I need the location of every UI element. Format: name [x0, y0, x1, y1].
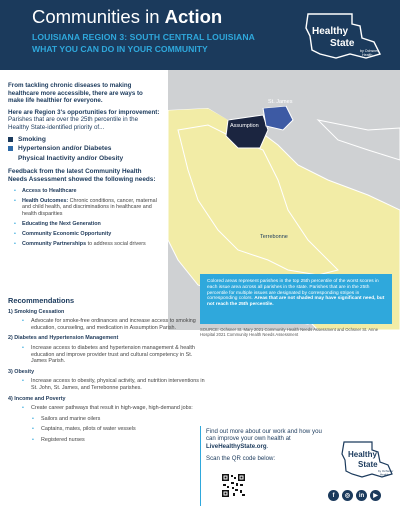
social-links — [328, 490, 381, 501]
svg-text:Healthy: Healthy — [348, 450, 377, 459]
svg-text:by Ochsner: by Ochsner — [378, 469, 394, 473]
header-banner — [0, 0, 400, 70]
list-item: • Registered nurses — [32, 437, 208, 444]
source-note: SOURCE: Ochsner St. Mary 2021 Community Health Needs Assessment and Ochsner St. Anne Hospital 2021 Community Health Needs Assessment — [200, 327, 379, 338]
contact-text: Find out more about our work and how you can improve your own health at LiveHealthyState.org. Scan the QR code below: — [206, 428, 322, 463]
recommendations-heading: Recommendations — [8, 296, 75, 305]
needs-heading: Feedback from the latest Community Health Needs Assessment showed the following needs: — [8, 168, 156, 183]
youtube-icon[interactable]: ▶ — [370, 490, 381, 501]
svg-text:State: State — [330, 38, 355, 49]
page-title: Communities in Action — [32, 6, 223, 27]
map-label-st-james: St. James — [268, 99, 293, 105]
priority-smoking: Smoking — [8, 136, 160, 144]
instagram-icon[interactable]: ◎ — [342, 490, 353, 501]
list-item: • Community Partnerships to address social drivers — [14, 241, 160, 248]
rec-obesity-heading: 3) Obesity — [8, 368, 35, 375]
hypertension-color-square — [8, 146, 13, 151]
rec-smoking-heading: 1) Smoking Cessation — [8, 308, 65, 315]
list-item: • Access to Healthcare — [14, 188, 160, 195]
healthy-state-logo — [290, 4, 400, 66]
priority-hypertension: Hypertension and/or Diabetes — [8, 145, 160, 153]
list-item: • Sailors and marine oilers — [32, 416, 208, 423]
list-item: • Increase access to obesity, physical activity, and nutrition interventions in St. John, St. James, and Terrebonne parishes. — [22, 378, 208, 391]
rec-income-heading: 4) Income and Poverty — [8, 395, 66, 402]
qr-code[interactable] — [221, 473, 246, 498]
facebook-icon[interactable]: f — [328, 490, 339, 501]
needs-list — [8, 188, 160, 248]
map-label-assumption: Assumption — [230, 123, 259, 129]
svg-text:Health: Health — [362, 53, 373, 57]
svg-text:Healthy: Healthy — [312, 26, 349, 37]
website-link[interactable]: LiveHealthyState.org — [206, 442, 267, 450]
map-legend-box: Colored areas represent parishes in the top 25th percentile of the worst scores in each issue area across all parishes in the state. Parishes that are in the 25th percentile for multiple issues are designated by corresponding stripes in corresponding colors. Areas that are not shaded may have significant need, but not reach the 25th percentile. — [200, 274, 392, 324]
recommendations — [8, 298, 208, 448]
list-item: • Community Economic Opportunity — [14, 231, 160, 238]
intro-column — [8, 82, 160, 251]
divider — [200, 426, 201, 506]
svg-text:State: State — [358, 460, 378, 469]
smoking-color-square — [8, 137, 13, 142]
tagline: WHAT YOU CAN DO IN YOUR COMMUNITY — [32, 44, 208, 54]
svg-text:Health: Health — [380, 472, 389, 477]
region-subtitle: LOUISIANA REGION 3: SOUTH CENTRAL LOUISIANA — [32, 32, 255, 42]
linkedin-icon[interactable]: in — [356, 490, 367, 501]
list-item: • Educating the Next Generation — [14, 221, 160, 228]
priority-inactivity: Physical Inactivity and/or Obesity — [18, 154, 124, 162]
opportunities-text: Here are Region 3's opportunities for improvement: Parishes that are over the 25th percentile in the Healthy State-identified priority of... — [8, 108, 160, 131]
map-label-terrebonne: Terrebonne — [260, 234, 288, 240]
healthy-state-logo-footer — [334, 438, 398, 484]
rec-diabetes-heading: 2) Diabetes and Hypertension Management — [8, 335, 119, 342]
list-item: • Captains, mates, pilots of water vessels — [32, 426, 208, 433]
list-item: • Increase access to diabetes and hypertension management & health education and improve provider trust and cultural competency in St. James Parish. — [22, 345, 208, 365]
list-item: • Advocate for smoke-free ordinances and increase access to smoking education, counseling, and medication in Assumption Parish. — [22, 318, 208, 331]
svg-text:by Ochsner: by Ochsner — [360, 49, 379, 53]
intro-text: From tackling chronic diseases to making healthcare more accessible, there are ways to make life healthier for everyone. — [8, 82, 143, 105]
list-item: • Create career pathways that result in high-wage, high-demand jobs: — [22, 405, 208, 412]
list-item: • Health Outcomes: Chronic conditions, cancer, maternal and child health, and discriminations in healthcare and health disparities — [14, 198, 160, 218]
